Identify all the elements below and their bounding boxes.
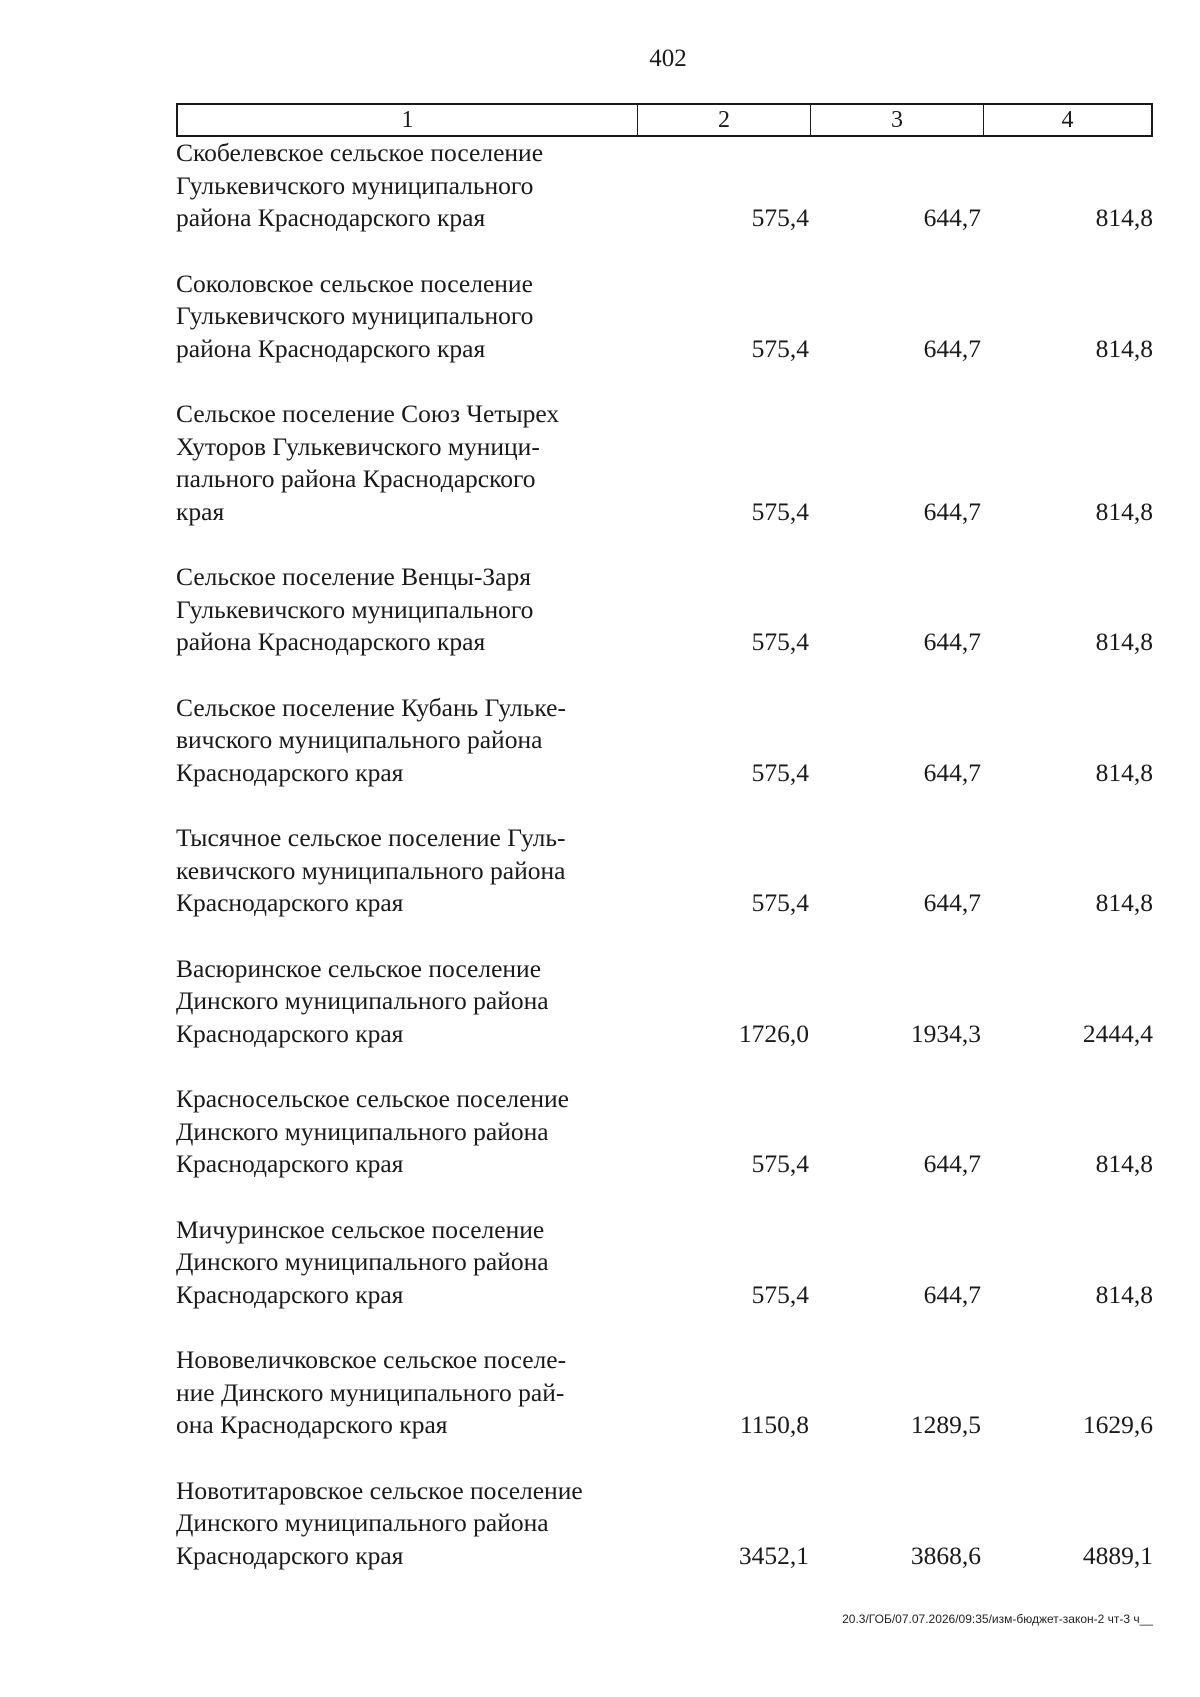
table-row [176, 1344, 1153, 1442]
value-col-3: 644,7 [923, 888, 981, 917]
settlement-name: Сельское поселение Кубань Гульке- вичского муниципального района Краснодарского края [176, 692, 566, 787]
value-col-3: 644,7 [923, 757, 981, 787]
value-col-2: 575,4 [751, 333, 809, 363]
value-col-4: 4889,1 [1082, 1540, 1153, 1570]
table-body [176, 137, 1153, 1605]
table-row [176, 953, 1153, 1051]
value-col-4: 814,8 [1095, 203, 1153, 232]
table-row [176, 268, 1153, 366]
value-col-3: 1289,5 [910, 1410, 981, 1439]
value-col-2: 575,4 [751, 203, 809, 232]
settlement-name: Тысячное сельское поселение Гуль- кевичского муниципального района Краснодарского края [176, 823, 566, 917]
value-col-3: 644,7 [923, 627, 981, 656]
settlement-name: Соколовское сельское поселение Гулькевичского муниципального района Краснодарского края [176, 268, 534, 363]
settlement-name: Новотитаровское сельское поселение Динского муниципального района Краснодарского края [176, 1475, 583, 1570]
value-col-4: 814,8 [1095, 1149, 1153, 1178]
table-row [176, 398, 1153, 528]
settlement-name: Сельское поселение Союз Четырех Хуторов Гулькевичского муници- пального района Краснодарского края [176, 399, 560, 526]
table-row [176, 137, 1153, 235]
table-row [176, 692, 1153, 790]
table-header [176, 103, 1153, 137]
table-row [176, 1475, 1153, 1573]
value-col-2: 575,4 [751, 1149, 809, 1178]
value-col-4: 814,8 [1095, 1279, 1153, 1309]
value-col-3: 644,7 [923, 333, 981, 363]
settlement-name: Красносельское сельское поселение Динского муниципального района Краснодарского края [176, 1084, 569, 1178]
settlement-name: Скобелевское сельское поселение Гулькевичского муниципального района Краснодарского края [176, 138, 544, 232]
value-col-4: 814,8 [1095, 333, 1153, 363]
settlement-name: Нововеличковское сельское поселе- ние Динского муниципального рай- она Краснодарского края [176, 1345, 567, 1439]
value-col-4: 2444,4 [1082, 1018, 1153, 1048]
value-col-2: 575,4 [751, 496, 809, 526]
value-col-4: 814,8 [1095, 627, 1153, 656]
value-col-4: 814,8 [1095, 888, 1153, 917]
value-col-4: 814,8 [1095, 757, 1153, 787]
value-col-3: 644,7 [923, 496, 981, 526]
value-col-3: 3868,6 [910, 1540, 981, 1570]
settlement-name: Мичуринское сельское поселение Динского муниципального района Краснодарского края [176, 1214, 549, 1309]
header-col-2: 2 [638, 105, 811, 135]
value-col-4: 814,8 [1095, 496, 1153, 526]
value-col-2: 575,4 [751, 888, 809, 917]
value-col-2: 575,4 [751, 1279, 809, 1309]
page-number: 402 [649, 45, 687, 72]
value-col-3: 644,7 [923, 1149, 981, 1178]
header-col-1: 1 [178, 105, 638, 135]
value-col-2: 575,4 [751, 757, 809, 787]
value-col-2: 575,4 [751, 627, 809, 656]
value-col-2: 1150,8 [739, 1410, 809, 1439]
value-col-3: 644,7 [923, 1279, 981, 1309]
value-col-4: 1629,6 [1082, 1410, 1153, 1439]
table-row [176, 561, 1153, 659]
value-col-2: 1726,0 [738, 1018, 809, 1048]
value-col-3: 1934,3 [910, 1018, 981, 1048]
table-row [176, 822, 1153, 920]
document-footer-note: 20.3/ГОБ/07.07.2026/09:35/изм-бюджет-закон-2 чт-3 ч__ [842, 1612, 1153, 1626]
header-col-4: 4 [1061, 107, 1074, 133]
table-row [176, 1214, 1153, 1312]
settlement-name: Сельское поселение Венцы-Заря Гулькевичского муниципального района Краснодарского края [176, 562, 534, 656]
value-col-3: 644,7 [923, 203, 981, 232]
settlement-name: Васюринское сельское поселение Динского муниципального района Краснодарского края [176, 953, 549, 1048]
header-col-3: 3 [811, 105, 984, 135]
table-row [176, 1083, 1153, 1181]
value-col-2: 3452,1 [738, 1540, 809, 1570]
